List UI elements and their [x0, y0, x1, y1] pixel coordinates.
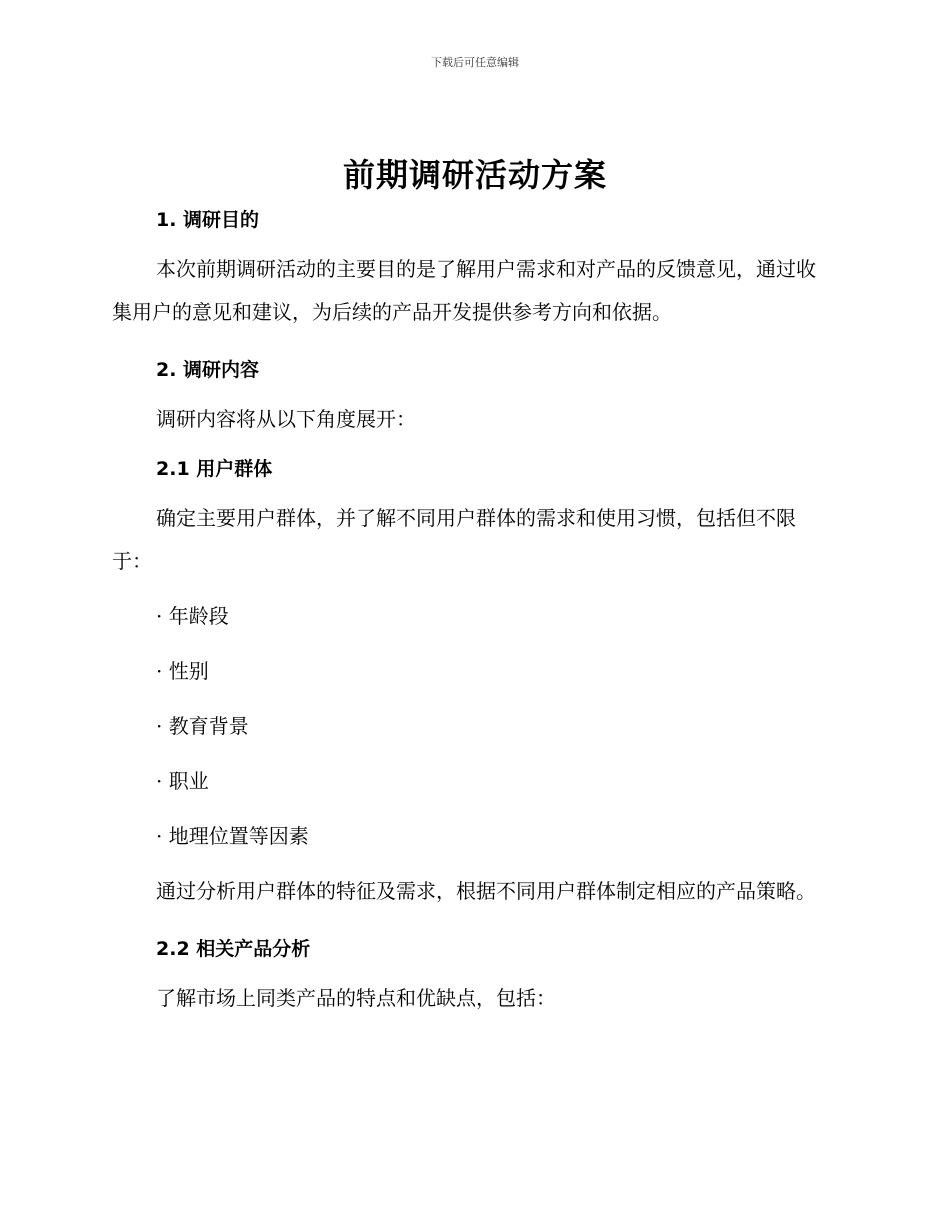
section-paragraph-purpose: 本次前期调研活动的主要目的是了解用户需求和对产品的反馈意见，通过收集用户的意见和建议，为后续的产品开发提供参考方向和依据。 — [112, 257, 816, 324]
subsection-paragraph-user-groups: 确定主要用户群体，并了解不同用户群体的需求和使用习惯，包括但不限于： — [112, 506, 796, 573]
subsection-paragraph-competitor-analysis: 了解市场上同类产品的特点和优缺点，包括： — [156, 986, 556, 1010]
list-item: · 地理位置等因素 — [156, 824, 309, 848]
subsection-heading-competitor-analysis: 2.2 相关产品分析 — [156, 938, 311, 960]
page-header-note: 下载后可任意编辑 — [431, 56, 519, 69]
section-paragraph-content: 调研内容将从以下角度展开： — [156, 407, 416, 431]
document-title: 前期调研活动方案 — [342, 156, 607, 194]
list-item: · 教育背景 — [156, 714, 249, 738]
subsection-heading-user-groups: 2.1 用户群体 — [156, 458, 273, 480]
document-body — [112, 204, 834, 1020]
section-heading-content: 2. 调研内容 — [156, 359, 260, 381]
list-item: · 性别 — [156, 659, 209, 683]
section-heading-purpose: 1. 调研目的 — [156, 209, 260, 231]
subsection-summary-user-groups: 通过分析用户群体的特征及需求，根据不同用户群体制定相应的产品策略。 — [156, 879, 816, 903]
list-item: · 年龄段 — [156, 604, 229, 628]
list-item: · 职业 — [156, 769, 209, 793]
